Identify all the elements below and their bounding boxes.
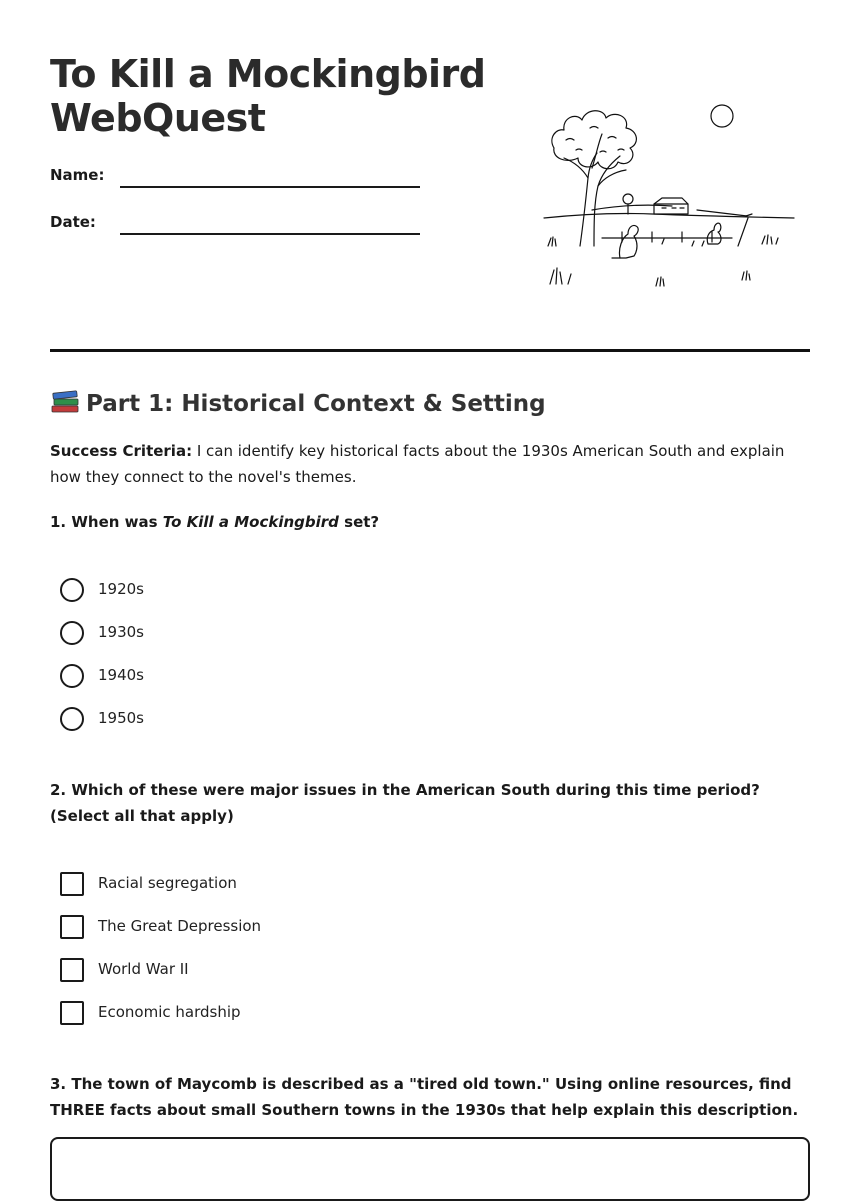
name-label: Name: — [50, 166, 105, 184]
question-1-prefix: 1. When was — [50, 513, 163, 531]
checkbox[interactable] — [60, 1001, 84, 1025]
option-label: The Great Depression — [98, 917, 262, 935]
option-label: World War II — [98, 960, 189, 978]
q1-option-1940s[interactable] — [60, 663, 460, 689]
q1-option-1920s[interactable] — [60, 577, 460, 603]
question-2: 2. Which of these were major issues in the American South during this time period? (Select all that apply) — [50, 781, 760, 825]
q2-option-world-war-ii[interactable] — [60, 957, 460, 983]
books-icon — [50, 388, 80, 414]
radio-button[interactable] — [60, 578, 84, 602]
q2-option-great-depression[interactable] — [60, 914, 460, 940]
page-title: To Kill a Mockingbird WebQuest — [50, 52, 486, 140]
q1-option-1950s[interactable] — [60, 706, 460, 732]
option-label: Racial segregation — [98, 874, 237, 892]
name-field-row — [50, 165, 420, 195]
q2-option-racial-segregation[interactable] — [60, 871, 460, 897]
landscape-illustration — [542, 98, 804, 290]
checkbox[interactable] — [60, 915, 84, 939]
checkbox[interactable] — [60, 872, 84, 896]
worksheet-page — [50, 0, 810, 1161]
question-3: 3. The town of Maycomb is described as a "tired old town." Using online resources, find THREE facts about small Southern towns in the 1930s that help explain this description. — [50, 1075, 799, 1119]
option-label: Economic hardship — [98, 1003, 241, 1021]
sun-icon — [711, 105, 733, 127]
q1-option-1930s[interactable] — [60, 620, 460, 646]
date-field-row — [50, 212, 420, 242]
kangaroo-icon — [619, 225, 638, 258]
q2-option-economic-hardship[interactable] — [60, 1000, 460, 1026]
section-heading-text: Part 1: Historical Context & Setting — [86, 391, 546, 417]
question-1-suffix: set? — [338, 513, 380, 531]
radio-button[interactable] — [60, 707, 84, 731]
success-criteria-text: I can identify key historical facts about the 1930s American South and explain how they connect to the novel's themes. — [50, 442, 785, 486]
question-1-book-title: To Kill a Mockingbird — [162, 513, 339, 531]
question-3-answer-box[interactable] — [50, 1137, 810, 1201]
date-line-field[interactable] — [120, 233, 420, 235]
option-label: 1920s — [98, 580, 144, 598]
question-1 — [50, 509, 810, 535]
option-label: 1930s — [98, 623, 144, 641]
option-label: 1940s — [98, 666, 144, 684]
radio-button[interactable] — [60, 621, 84, 645]
success-criteria — [50, 438, 810, 490]
success-criteria-label: Success Criteria: — [50, 442, 193, 460]
radio-button[interactable] — [60, 664, 84, 688]
option-label: 1950s — [98, 709, 144, 727]
section-heading-part1 — [50, 388, 546, 420]
date-label: Date: — [50, 213, 96, 231]
checkbox[interactable] — [60, 958, 84, 982]
name-line-field[interactable] — [120, 186, 420, 188]
header-divider — [50, 349, 810, 352]
